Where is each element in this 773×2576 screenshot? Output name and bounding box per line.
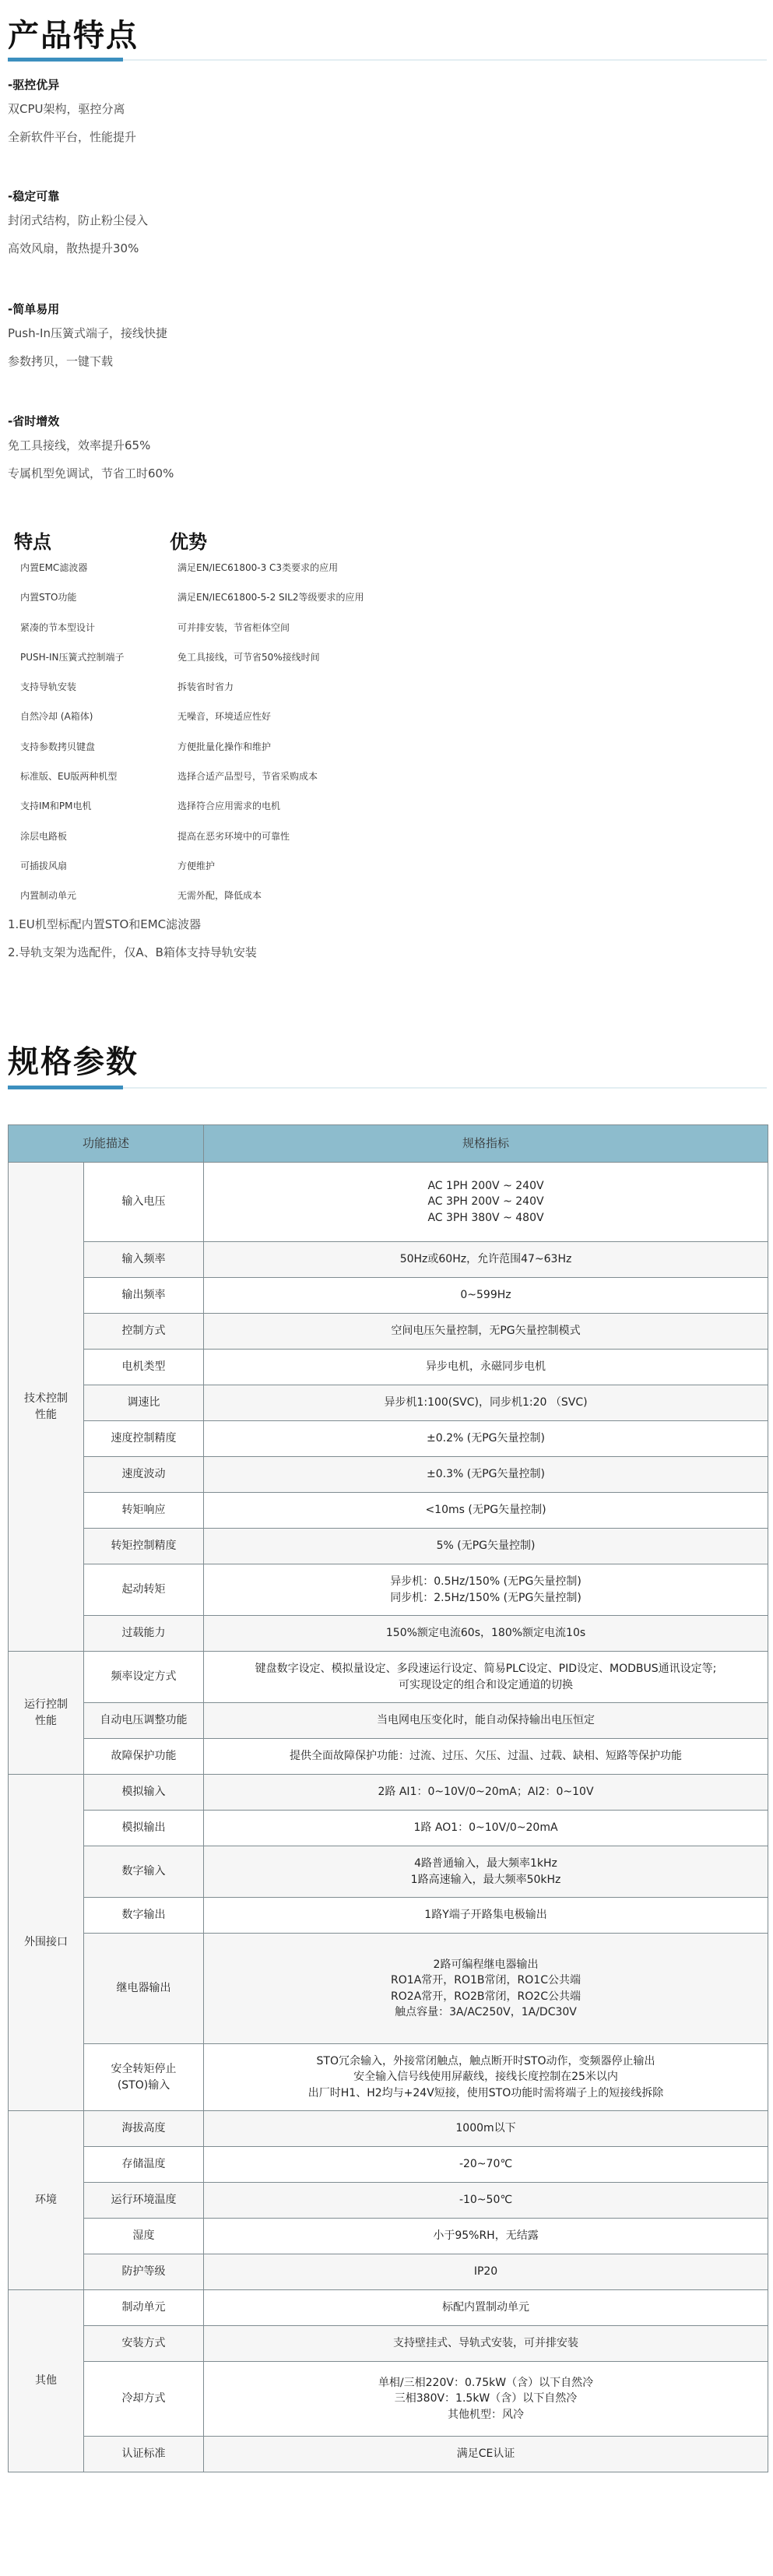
feature-line: 高效风扇，散热提升30%: [8, 241, 139, 255]
spec-param: [84, 2183, 204, 2219]
spec-param-line: 海拔高度: [121, 2122, 166, 2135]
spec-row: [9, 1421, 768, 1457]
feature-table-row: [14, 732, 559, 762]
spec-value: [204, 1242, 768, 1278]
spec-value: [204, 1163, 768, 1242]
spec-row: [9, 2437, 768, 2472]
spec-row: [9, 2219, 768, 2254]
spec-row: [9, 1898, 768, 1934]
spec-param: [84, 2362, 204, 2437]
spec-row: [9, 1457, 768, 1493]
spec-row: [9, 1846, 768, 1898]
spec-value: [204, 1564, 768, 1616]
spec-category-line: 外围接口: [24, 1936, 68, 1949]
spec-value-line: 异步电机，永磁同步电机: [426, 1360, 546, 1374]
spec-row: [9, 2362, 768, 2437]
feature-line: 全新软件平台，性能提升: [8, 130, 137, 144]
spec-param: [84, 2437, 204, 2472]
spec-value-line: 支持壁挂式、导轨式安装，可并排安装: [393, 2337, 579, 2350]
note-2: 2.导轨支架为选配件，仅A、B箱体支持导轨安装: [8, 945, 257, 959]
spec-row: [9, 1739, 768, 1775]
spec-value: [204, 1278, 768, 1314]
spec-param-line: 冷却方式: [121, 2392, 166, 2405]
spec-param: [84, 1703, 204, 1739]
spec-param: [84, 1385, 204, 1421]
spec-value-line: RO1A常开，RO1B常闭，RO1C公共端: [391, 1974, 581, 1987]
feature-cell: 可插拔风扇: [20, 860, 68, 871]
spec-row: [9, 1934, 768, 2044]
spec-value: [204, 1898, 768, 1934]
spec-value-line: 异步机：0.5Hz/150% (无PG矢量控制): [390, 1575, 582, 1589]
spec-value-line: 同步机：2.5Hz/150% (无PG矢量控制): [390, 1591, 582, 1604]
note-1: 1.EU机型标配内置STO和EMC滤波器: [8, 917, 202, 931]
spec-param-line: 故障保护功能: [111, 1750, 177, 1763]
feature-block: [8, 299, 755, 375]
spec-value: [204, 1421, 768, 1457]
feature-table-row: [14, 553, 559, 582]
spec-value-line: AC 1PH 200V ~ 240V: [427, 1180, 544, 1193]
spec-param-line: 防护等级: [121, 2265, 166, 2279]
feature-line: 免工具接线，效率提升65%: [8, 438, 151, 452]
feature-heading: -省时增效: [8, 414, 60, 428]
spec-value-line: -10~50℃: [459, 2194, 513, 2207]
feature-cell: 内置EMC滤波器: [20, 562, 88, 573]
spec-row: [9, 2326, 768, 2362]
spec-param: [84, 1457, 204, 1493]
feature-table-row: [14, 702, 559, 731]
spec-param-line: 起动转矩: [121, 1583, 166, 1596]
spec-value: [204, 2219, 768, 2254]
spec-param-line: 频率设定方式: [111, 1670, 177, 1684]
spec-param: [84, 1314, 204, 1350]
advantage-cell: 拆装省时省力: [177, 681, 234, 693]
spec-param: [84, 1616, 204, 1652]
spec-row: [9, 1493, 768, 1529]
spec-value: [204, 1846, 768, 1898]
section-title-features: 产品特点: [8, 18, 139, 54]
spec-value-line: 当电网电压变化时，能自动保持输出电压恒定: [377, 1714, 596, 1727]
spec-row: [9, 1652, 768, 1703]
spec-param: [84, 2326, 204, 2362]
spec-table: [8, 1124, 768, 2472]
feature-cell: 标准版、EU版两种机型: [20, 771, 118, 783]
spec-value-line: 0~599Hz: [460, 1289, 511, 1302]
spec-param: [84, 1163, 204, 1242]
spec-value-line: STO冗余输入，外接常闭触点，触点断开时STO动作，变频器停止输出: [316, 2055, 655, 2068]
spec-value: [204, 2326, 768, 2362]
spec-row: [9, 2111, 768, 2147]
spec-value-line: <10ms (无PG矢量控制): [425, 1504, 546, 1517]
spec-value-line: 提供全面故障保护功能：过流、过压、欠压、过温、过载、缺相、短路等保护功能: [290, 1750, 683, 1763]
spec-category-line: 技术控制: [24, 1392, 68, 1406]
feature-table-row: [14, 642, 559, 672]
spec-category: [9, 1775, 84, 2111]
spec-value-line: 满足CE认证: [456, 2448, 515, 2461]
feature-table-row: [14, 672, 559, 702]
spec-value-line: 1路Y端子开路集电极输出: [424, 1909, 547, 1922]
feature-block: [8, 75, 755, 151]
spec-value-line: 1路 AO1：0~10V/0~20mA: [413, 1821, 558, 1835]
feature-table-row: [14, 762, 559, 791]
spec-value-line: 2路 AI1：0~10V/0~20mA；AI2：0~10V: [378, 1786, 594, 1799]
spec-value-line: IP20: [473, 2265, 498, 2279]
feature-advantage-table: [14, 526, 559, 911]
feature-cell: 内置制动单元: [20, 890, 77, 902]
feature-cell: 涂层电路板: [20, 830, 68, 842]
feature-block: [8, 411, 755, 487]
spec-category-line: 环境: [35, 2194, 57, 2207]
spec-value-line: 1路高速输入，最大频率50kHz: [410, 1873, 561, 1886]
spec-value: [204, 1652, 768, 1703]
spec-param-line: 安全转矩停止: [111, 2063, 177, 2076]
spec-value: [204, 2290, 768, 2326]
spec-param: [84, 1242, 204, 1278]
spec-value-line: 出厂时H1、H2均与+24V短接，使用STO功能时需将端子上的短接线拆除: [307, 2086, 664, 2099]
advantage-cell: 满足EN/IEC61800-3 C3类要求的应用: [177, 562, 339, 573]
spec-value: [204, 1616, 768, 1652]
spec-value-line: 可实现设定的组合和设定通道的切换: [399, 1678, 574, 1691]
spec-param: [84, 2290, 204, 2326]
spec-value-line: 键盘数字设定、模拟量设定、多段速运行设定、简易PLC设定、PID设定、MODBUS通讯设定等;: [255, 1663, 717, 1676]
spec-param-line: (STO)输入: [117, 2078, 170, 2092]
advantage-cell: 无需外配，降低成本: [177, 890, 262, 902]
spec-param-line: 制动单元: [121, 2301, 166, 2314]
spec-param-line: 自动电压调整功能: [100, 1714, 188, 1727]
feature-heading: -驱控优异: [8, 78, 60, 92]
advantage-cell: 满足EN/IEC61800-5-2 SIL2等级要求的应用: [177, 592, 364, 604]
spec-row: [9, 1775, 768, 1811]
feature-cell: PUSH-IN压簧式控制端子: [20, 651, 125, 663]
spec-header-function: 功能描述: [9, 1125, 204, 1163]
spec-value: [204, 1811, 768, 1846]
spec-value-line: ±0.2% (无PG矢量控制): [427, 1432, 545, 1445]
spec-value: [204, 2362, 768, 2437]
spec-category: [9, 1163, 84, 1652]
spec-param-line: 调速比: [127, 1396, 160, 1409]
spec-value-line: AC 3PH 200V ~ 240V: [427, 1195, 544, 1209]
feature-line: 封闭式结构，防止粉尘侵入: [8, 213, 149, 227]
feature-table-row: [14, 881, 559, 910]
spec-param-line: 模拟输出: [121, 1821, 166, 1835]
spec-row: [9, 1314, 768, 1350]
spec-row: [9, 1811, 768, 1846]
spec-param-line: 电机类型: [121, 1360, 166, 1374]
spec-value: [204, 2254, 768, 2290]
feature-table-row: [14, 851, 559, 881]
spec-param: [84, 1278, 204, 1314]
spec-value: [204, 2147, 768, 2183]
spec-category-line: 性能: [35, 1714, 57, 1727]
spec-param: [84, 1775, 204, 1811]
spec-param-line: 湿度: [132, 2229, 155, 2243]
spec-value-line: 异步机1:100(SVC)，同步机1:20 （SVC): [384, 1396, 588, 1409]
spec-value: [204, 2044, 768, 2111]
spec-param-line: 模拟输入: [121, 1786, 166, 1799]
spec-param: [84, 2111, 204, 2147]
spec-row: [9, 1350, 768, 1385]
spec-value: [204, 1457, 768, 1493]
spec-value-line: 空间电压矢量控制，无PG矢量控制模式: [391, 1325, 581, 1338]
advantage-cell: 选择符合应用需求的电机: [177, 801, 281, 812]
spec-value: [204, 1739, 768, 1775]
spec-value-line: 4路普通输入，最大频率1kHz: [414, 1857, 557, 1870]
spec-value-line: AC 3PH 380V ~ 480V: [427, 1211, 544, 1224]
spec-value-line: RO2A常开，RO2B常闭，RO2C公共端: [391, 1990, 581, 2003]
spec-value: [204, 1350, 768, 1385]
spec-param: [84, 1421, 204, 1457]
spec-value-line: 单相/三相220V：0.75kW（含）以下自然冷: [378, 2377, 594, 2390]
feature-heading: -简单易用: [8, 302, 60, 316]
spec-value-line: ±0.3% (无PG矢量控制): [427, 1468, 545, 1481]
spec-value: [204, 2183, 768, 2219]
feature-cell: 支持导轨安装: [20, 681, 77, 693]
feature-table-row: [14, 822, 559, 851]
feature-header: 特点: [14, 531, 51, 553]
spec-value-line: 触点容量：3A/AC250V，1A/DC30V: [395, 2005, 577, 2018]
spec-param-line: 过载能力: [121, 1627, 166, 1640]
spec-category: [9, 2111, 84, 2290]
title-accent-bar: [8, 58, 123, 62]
feature-table-row: [14, 791, 559, 821]
spec-row: [9, 1564, 768, 1616]
spec-param-line: 速度波动: [121, 1468, 166, 1481]
spec-param-line: 继电器输出: [116, 1982, 171, 1995]
spec-param-line: 运行环境温度: [111, 2194, 177, 2207]
feature-cell: 紧凑的节本型设计: [20, 621, 96, 633]
spec-param: [84, 1564, 204, 1616]
spec-param-line: 存储温度: [121, 2158, 166, 2171]
spec-value-line: 安全输入信号线使用屏蔽线，接线长度控制在25米以内: [353, 2071, 618, 2084]
spec-value: [204, 1775, 768, 1811]
spec-param: [84, 1529, 204, 1564]
spec-param: [84, 1652, 204, 1703]
spec-category: [9, 2290, 84, 2472]
spec-row: [9, 1529, 768, 1564]
spec-param-line: 速度控制精度: [111, 1432, 177, 1445]
spec-param-line: 输出频率: [121, 1289, 166, 1302]
feature-line: Push-In压簧式端子，接线快捷: [8, 326, 167, 340]
advantage-header: 优势: [170, 531, 207, 553]
spec-value-line: 50Hz或60Hz，允许范围47~63Hz: [399, 1253, 572, 1266]
spec-header-value: 规格指标: [204, 1125, 768, 1163]
spec-row: [9, 1385, 768, 1421]
spec-param-line: 转矩控制精度: [111, 1540, 177, 1553]
advantage-cell: 免工具接线，可节省50%接线时间: [177, 651, 320, 663]
spec-value: [204, 1934, 768, 2044]
spec-value-line: 标配内置制动单元: [442, 2301, 530, 2314]
spec-row: [9, 2290, 768, 2326]
feature-cell: 支持参数拷贝键盘: [20, 741, 96, 752]
spec-param: [84, 1493, 204, 1529]
spec-row: [9, 2147, 768, 2183]
spec-value-line: 其他机型：风冷: [448, 2408, 525, 2421]
spec-param-line: 转矩响应: [121, 1504, 166, 1517]
advantage-cell: 选择合适产品型号，节省采购成本: [177, 771, 318, 783]
feature-table-row: [14, 613, 559, 642]
spec-row: [9, 1278, 768, 1314]
spec-value-line: 5% (无PG矢量控制): [436, 1540, 536, 1553]
feature-line: 双CPU架构，驱控分离: [8, 102, 125, 116]
spec-param-line: 认证标准: [121, 2448, 166, 2461]
spec-value: [204, 1493, 768, 1529]
spec-value-line: 150%额定电流60s，180%额定电流10s: [385, 1627, 586, 1640]
spec-value-line: 1000m以下: [455, 2122, 516, 2135]
spec-value: [204, 1703, 768, 1739]
spec-category: [9, 1652, 84, 1775]
spec-value: [204, 1529, 768, 1564]
spec-param-line: 安装方式: [121, 2337, 166, 2350]
advantage-cell: 可并排安装，节省柜体空间: [177, 621, 290, 633]
spec-param-line: 数字输入: [121, 1865, 166, 1878]
spec-row: [9, 2254, 768, 2290]
advantage-cell: 方便批量化操作和维护: [177, 741, 272, 752]
feature-cell: 支持IM和PM电机: [20, 801, 92, 812]
spec-param: [84, 1739, 204, 1775]
spec-value-line: 三相380V：1.5kW（含）以下自然冷: [394, 2392, 578, 2405]
spec-param: [84, 1350, 204, 1385]
advantage-cell: 无噪音，环境适应性好: [177, 711, 272, 723]
spec-row: [9, 1163, 768, 1242]
feature-heading: -稳定可靠: [8, 189, 60, 203]
feature-line: 专属机型免调试，节省工时60%: [8, 466, 174, 480]
section-title-specs: 规格参数: [8, 1044, 139, 1080]
spec-row: [9, 1242, 768, 1278]
feature-cell: 自然冷却 (A箱体): [20, 711, 93, 723]
spec-value-line: -20~70℃: [459, 2158, 513, 2171]
spec-param: [84, 2219, 204, 2254]
feature-table-row: [14, 582, 559, 612]
spec-param-line: 控制方式: [121, 1325, 166, 1338]
spec-row: [9, 2044, 768, 2111]
spec-category-line: 运行控制: [24, 1698, 68, 1712]
feature-line: 参数拷贝，一键下载: [8, 354, 114, 368]
spec-value: [204, 1314, 768, 1350]
advantage-cell: 方便维护: [177, 860, 216, 871]
spec-value: [204, 1385, 768, 1421]
spec-param: [84, 1934, 204, 2044]
spec-category-line: 其他: [35, 2374, 57, 2388]
feature-cell: 内置STO功能: [20, 592, 77, 604]
spec-value: [204, 2437, 768, 2472]
spec-param-line: 输入电压: [121, 1195, 166, 1209]
spec-value: [204, 2111, 768, 2147]
spec-param: [84, 2254, 204, 2290]
feature-block: [8, 186, 755, 262]
spec-value-line: 小于95%RH，无结露: [433, 2229, 539, 2243]
spec-param: [84, 1846, 204, 1898]
advantage-cell: 提高在恶劣环境中的可靠性: [177, 830, 290, 842]
spec-row: [9, 1703, 768, 1739]
title-accent-bar: [8, 1086, 123, 1089]
spec-row: [9, 1616, 768, 1652]
spec-value-line: 2路可编程继电器输出: [433, 1958, 539, 1971]
spec-param: [84, 1811, 204, 1846]
spec-param: [84, 2147, 204, 2183]
spec-param-line: 输入频率: [121, 1253, 166, 1266]
spec-row: [9, 2183, 768, 2219]
spec-category-line: 性能: [35, 1408, 57, 1421]
spec-param-line: 数字输出: [121, 1909, 166, 1922]
spec-param: [84, 1898, 204, 1934]
spec-param: [84, 2044, 204, 2111]
